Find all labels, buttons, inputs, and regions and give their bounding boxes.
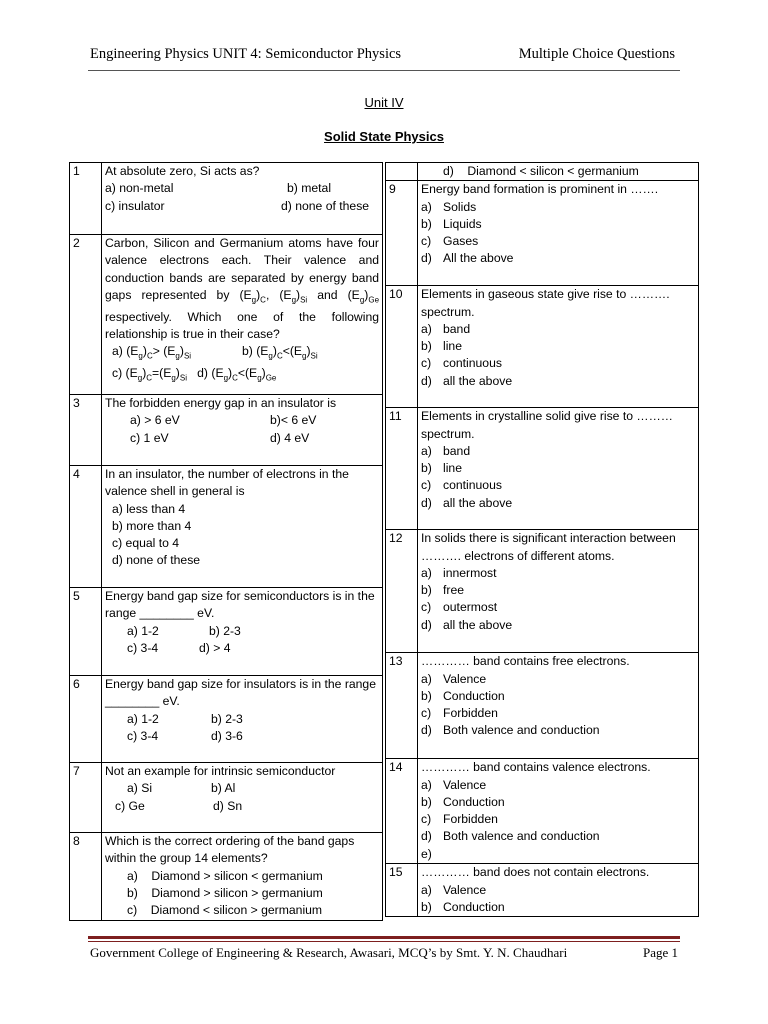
- question-text: ………… band contains free electrons.: [421, 654, 630, 669]
- question-cell: ………… band contains valence electrons. a) Valence b) Conduction c) Forbidden d) Both valence and conduction e): [418, 759, 699, 864]
- question-row-13: [386, 653, 699, 759]
- option-c: c) 3-4: [127, 640, 159, 655]
- question-row-15: [386, 864, 699, 917]
- footer-rule-thin: [88, 941, 680, 942]
- option-d: all the above: [443, 617, 513, 632]
- option-a: Valence: [443, 777, 487, 792]
- option-b: line: [443, 461, 462, 476]
- option-b: b) metal: [287, 181, 332, 196]
- question-number: 1: [70, 163, 102, 235]
- option-b: b) more than 4: [112, 518, 192, 533]
- question-row-7: [70, 763, 383, 833]
- question-cell: [102, 235, 383, 395]
- option-d: d) Sn: [213, 798, 243, 813]
- option-d: All the above: [443, 251, 514, 266]
- option-d: all the above: [443, 495, 513, 510]
- question-text: Energy band gap size for semiconductors is in the range ________ eV.: [105, 589, 375, 621]
- option-b: b) Al: [211, 781, 236, 796]
- question-number: 15: [386, 864, 418, 917]
- question-row-8: [70, 833, 383, 921]
- option-c: Forbidden: [443, 706, 498, 721]
- question-text: Elements in crystalline solid give rise to ……… spectrum.: [421, 409, 673, 441]
- option-b: line: [443, 339, 462, 354]
- question-cell: ………… band does not contain electrons. a) Valence b) Conduction: [418, 864, 699, 917]
- question-text: Elements in gaseous state give rise to ………. spectrum.: [421, 287, 670, 319]
- option-c: continuous: [443, 356, 502, 371]
- option-d: d) 4 eV: [270, 430, 310, 445]
- question-number: 9: [386, 181, 418, 286]
- question-row-11: [386, 408, 699, 530]
- right-question-table: [385, 162, 699, 917]
- question-cell: Elements in crystalline solid give rise to ……… spectrum. a) band b) line c) continuous d) all the above: [418, 408, 699, 530]
- question-row-4: [70, 466, 383, 588]
- footer-rule-thick: [88, 936, 680, 939]
- option-c: outermost: [443, 600, 498, 615]
- option-a: a) Si: [127, 781, 153, 796]
- option-c: continuous: [443, 478, 502, 493]
- option-c: c) $(E_g)_C=(E_g)_{Si}$: [112, 365, 187, 383]
- option-a: innermost: [443, 565, 497, 580]
- question-number: 8: [70, 833, 102, 921]
- option-d: Both valence and conduction: [443, 723, 600, 738]
- question-row-12: [386, 530, 699, 653]
- question-text: Energy band gap size for insulators is in the range ________ eV.: [105, 677, 376, 709]
- unit-heading: Unit IV: [364, 95, 404, 110]
- question-number: 4: [70, 466, 102, 588]
- header-title: Engineering Physics UNIT 4: Semiconductor Physics: [90, 46, 402, 62]
- option-c: c) Ge: [115, 798, 145, 813]
- option-a: a) 1-2: [127, 623, 159, 638]
- option-c: c) insulator: [105, 198, 165, 213]
- question-cell: Energy band formation is prominent in ……. a) Solids b) Liquids c) Gases d) All the above: [418, 181, 699, 286]
- question-text: Not an example for intrinsic semiconductor: [105, 764, 336, 778]
- question-row-9: [386, 181, 699, 286]
- option-b: Conduction: [443, 794, 505, 809]
- header-subtitle: Multiple Choice Questions: [518, 46, 675, 62]
- option-a: band: [443, 443, 471, 458]
- question-cell: ………… band contains free electrons. a) Valence b) Conduction c) Forbidden d) Both valence and conduction: [418, 653, 699, 759]
- option-b: Liquids: [443, 216, 482, 231]
- option-a: Valence: [443, 882, 487, 897]
- question-text: The forbidden energy gap in an insulator is: [105, 396, 337, 410]
- question-text: ………… band does not contain electrons.: [421, 865, 650, 880]
- header-rule: [88, 70, 680, 71]
- option-c: c) equal to 4: [112, 536, 180, 551]
- option-a: Valence: [443, 671, 487, 686]
- question-number: 7: [70, 763, 102, 833]
- question-cell: [102, 395, 383, 466]
- question-row-8-continued: [386, 163, 699, 181]
- option-d: all the above: [443, 373, 513, 388]
- question-row-5: [70, 588, 383, 676]
- option-a: a) non-metal: [105, 181, 174, 196]
- question-cell: [102, 163, 383, 235]
- question-row-6: [70, 676, 383, 763]
- option-d: d) Diamond < silicon < germanium: [443, 164, 639, 178]
- question-text: In an insulator, the number of electrons in the valence shell in general is: [105, 467, 349, 499]
- question-number: 6: [70, 676, 102, 763]
- question-cell: [418, 163, 699, 181]
- question-number: 12: [386, 530, 418, 653]
- option-c: Gases: [443, 234, 479, 249]
- question-number: 14: [386, 759, 418, 864]
- question-number: 5: [70, 588, 102, 676]
- option-b: Conduction: [443, 688, 505, 703]
- question-cell: [102, 466, 383, 588]
- option-a: Solids: [443, 199, 477, 214]
- question-text: ………… band contains valence electrons.: [421, 760, 651, 775]
- question-row-1: [70, 163, 383, 235]
- question-text: Which is the correct ordering of the band gaps within the group 14 elements?: [105, 834, 355, 866]
- question-text: In solids there is significant interaction between ………. electrons of different atoms.: [421, 531, 676, 563]
- option-d: d) 3-6: [211, 728, 243, 743]
- question-cell: In solids there is significant interaction between ………. electrons of different atoms. a) innermost b) free c) outermost d) all the above: [418, 530, 699, 653]
- question-row-2: [70, 235, 383, 395]
- question-number: 11: [386, 408, 418, 530]
- option-b: b) 2-3: [209, 623, 241, 638]
- question-number: [386, 163, 418, 181]
- footer-credit: Government College of Engineering & Research, Awasari, MCQ’s by Smt. Y. N. Chaudhari: [90, 945, 568, 960]
- question-cell: Elements in gaseous state give rise to ………. spectrum. a) band b) line c) continuous d) all the above: [418, 286, 699, 408]
- option-a: a) Diamond > silicon < germanium: [127, 868, 323, 883]
- option-c: c) Diamond < silicon > germanium: [127, 903, 323, 918]
- option-a: a) $(E_g)_C> (E_g)_{Si}$: [112, 344, 192, 361]
- left-question-table: [69, 162, 383, 921]
- option-e: e): [421, 846, 432, 861]
- option-a: a) less than 4: [112, 501, 186, 516]
- question-number: 2: [70, 235, 102, 395]
- question-text: Carbon, Silicon and Germanium atoms have four valence electrons each. Their valence and conduction bands are separated by energy band gaps represented by $(E_g)_C$, $(E_g)_{Si}$ and $(E_g)_{Ge}$ respectively. Which one of the following relationship is true in their case?: [105, 236, 380, 341]
- section-title: Solid State Physics: [324, 129, 444, 144]
- question-cell: [102, 833, 383, 921]
- option-d: Both valence and conduction: [443, 829, 600, 844]
- option-c: c) 3-4: [127, 728, 159, 743]
- option-a: a) 1-2: [127, 711, 159, 726]
- question-text: Energy band formation is prominent in …….: [421, 182, 659, 197]
- question-cell: [102, 763, 383, 833]
- question-cell: [102, 676, 383, 763]
- question-row-10: [386, 286, 699, 408]
- question-number: 13: [386, 653, 418, 759]
- option-b: Conduction: [443, 899, 505, 914]
- option-b: free: [443, 583, 465, 598]
- question-row-14: [386, 759, 699, 864]
- option-b: b) 2-3: [211, 711, 243, 726]
- option-c: c) 1 eV: [130, 430, 169, 445]
- question-number: 3: [70, 395, 102, 466]
- page-number: Page 1: [642, 945, 678, 960]
- option-d: d) none of these: [281, 198, 370, 213]
- option-b: b)< 6 eV: [270, 413, 317, 428]
- question-text: At absolute zero, Si acts as?: [105, 164, 260, 178]
- option-c: Forbidden: [443, 812, 498, 827]
- option-d: d) > 4: [199, 640, 231, 655]
- option-a: a) > 6 eV: [130, 413, 180, 428]
- option-b: b) $(E_g)_C<(E_g)_{Si}$: [242, 344, 318, 361]
- option-d: d) $(E_g)_C<(E_g)_{Ge}$: [197, 365, 277, 383]
- question-number: 10: [386, 286, 418, 408]
- option-d: d) none of these: [112, 553, 201, 568]
- question-cell: [102, 588, 383, 676]
- option-a: band: [443, 321, 471, 336]
- option-b: b) Diamond > silicon > germanium: [127, 885, 323, 900]
- question-row-3: [70, 395, 383, 466]
